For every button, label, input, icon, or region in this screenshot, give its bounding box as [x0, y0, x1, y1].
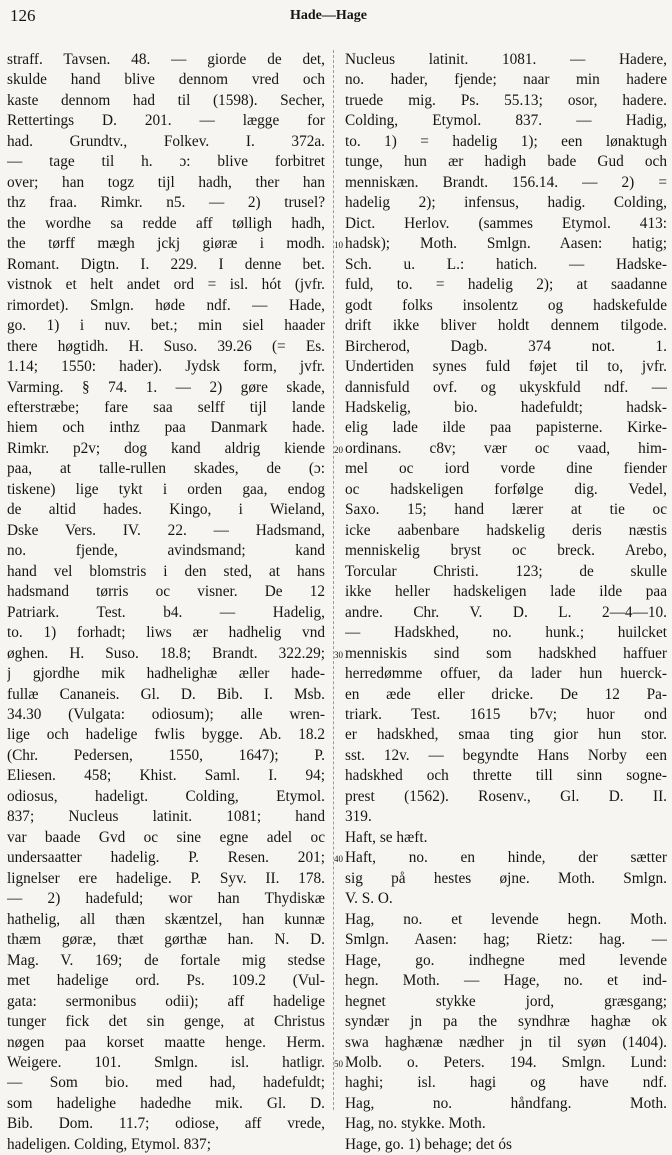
text-line: V. S. O. [345, 890, 393, 908]
text-line: hadskhed och thrette till sinn sogne- [345, 767, 667, 785]
text-line: var baade Gvd oc sine egne adel oc [7, 828, 325, 846]
text-line: Hag, no. stykke. Moth. [345, 1115, 486, 1133]
text-line: øghen. H. Suso. 18.8; Brandt. 322.29; [7, 644, 325, 662]
text-line: Romant. Digtn. I. 229. I denne bet. [7, 255, 325, 273]
text-line: 1.14; 1550: hader). Jydsk form, jvfr. [7, 358, 325, 376]
text-line: 319. [345, 808, 372, 826]
text-line: gata: sermonibus odii); aff hadelige [7, 992, 325, 1010]
text-line: hegn. Moth. — Hage, no. et ind- [345, 972, 667, 990]
right-column [345, 50, 667, 1155]
text-line: menniskelig bryst oc breck. Arebo, [345, 542, 667, 560]
text-line: dannisfuld ovf. og ukyskfuld ndf. — [345, 378, 667, 396]
text-line: Rettertings D. 201. — lægge for [7, 112, 325, 130]
text-line: 837; Nucleus latinit. 1081; hand [7, 808, 325, 826]
text-line: — Hadskhed, no. hunk.; huilcket [345, 624, 667, 642]
line-number: 20 [334, 444, 343, 455]
text-line: (Chr. Pedersen, 1550, 1647); P. [7, 746, 325, 764]
text-line: Molb. o. Peters. 194. Smlgn. Lund: [345, 1053, 667, 1071]
text-line: tunger fick det sin genge, at Christus [7, 1013, 325, 1031]
text-line: — tage til h. ɔ: blive forbitret [7, 153, 325, 171]
text-line: odiosus, hadeligt. Colding, Etymol. [7, 787, 325, 805]
text-line: undersaatter hadelig. P. Resen. 201; [7, 849, 325, 867]
line-number: 40 [334, 854, 343, 865]
text-line: had. Grundtv., Folkev. I. 372a. [7, 132, 325, 150]
text-line: Haft, se hæft. [345, 828, 428, 846]
text-line: haghi; isl. hagi og have ndf. [345, 1074, 667, 1092]
text-line: over; han togz tijl hadh, ther han [7, 173, 325, 191]
running-head: Hade—Hage [290, 8, 367, 23]
text-line: menniskis sind som hadskhed haffuer [345, 644, 667, 662]
text-line: syndær jn pa the syndhræ haghæ ok [345, 1013, 667, 1031]
text-line: hadelig 2); infensus, hadig. Colding, [345, 194, 667, 212]
text-line: triark. Test. 1615 b7v; huor ond [345, 706, 667, 723]
text-line: Bib. Dom. 11.7; odiose, aff vrede, [7, 1115, 325, 1133]
text-line: de altid hades. Kingo, i Wieland, [7, 501, 325, 519]
text-line: lignelser ere hadelige. P. Syv. II. 178. [7, 869, 325, 887]
text-line: elig lade ilde paa papisterne. Kirke- [345, 419, 667, 437]
text-line: thz fraa. Rimkr. n5. — 2) trusel? [7, 194, 325, 212]
text-line: Bircherod, Dagb. 374 not. 1. [345, 337, 667, 355]
text-line: go. 1) i nuv. bet.; min siel haader [7, 317, 325, 335]
text-line: drift ikke bliver holdt dennem tilgode. [345, 317, 667, 335]
text-line: Hage, go. indhegne med levende [345, 951, 667, 969]
text-line: Hag, no. et levende hegn. Moth. [345, 910, 667, 928]
text-line: Hadskelig, bio. hadefuldt; hadsk- [345, 398, 667, 416]
text-line: Nucleus latinit. 1081. — Hadere, [345, 51, 667, 68]
text-line: andre. Chr. V. D. L. 2—4—10. [345, 603, 667, 621]
text-line: Haft, no. en hinde, der sætter [345, 849, 667, 867]
text-line: mel oc iord vorde dine fiender [345, 460, 667, 478]
text-line: swa haghænæ nædher jn til syøn (1404). [345, 1033, 667, 1051]
text-line: no. fjende, avindsmand; kand [7, 542, 325, 560]
page-number: 126 [10, 6, 36, 25]
text-line: 34.30 (Vulgata: odiosum); alle wren- [7, 706, 325, 723]
text-line: the wordhe sa redde aff tølligh hadh, [7, 214, 325, 232]
text-line: there høgtidh. H. Suso. 39.26 (= Es. [7, 337, 325, 355]
text-line: met hadelige ord. Ps. 109.2 (Vul- [7, 972, 325, 990]
text-line: nøgen paa korset maatte henge. Herm. [7, 1033, 325, 1051]
text-line: Varming. § 74. 1. — 2) gøre skade, [7, 378, 325, 396]
text-line: icke aabenbare hadskelig deris næstis [345, 521, 667, 539]
text-line: hegnet stykke jord, græsgang; [345, 992, 667, 1010]
text-line: Smlgn. Aasen: hag; Rietz: hag. — [345, 931, 667, 949]
text-line: j gjordhe mik hadhelighæ æller hade- [7, 665, 325, 683]
text-line: skulde hand blive dennom vred och [7, 71, 325, 89]
text-line: menniskæn. Brandt. 156.14. — 2) = [345, 173, 667, 191]
text-line: rimordet). Smlgn. høde ndf. — Hade, [7, 296, 325, 314]
text-line: Eliesen. 458; Khist. Saml. I. 94; [7, 767, 325, 785]
text-line: hadsk); Moth. Smlgn. Aasen: hatig; [345, 235, 667, 253]
text-line: hand vel blomstris i den sted, at hans [7, 562, 325, 580]
text-line: prest (1562). Rosenv., Gl. D. II. [345, 787, 667, 805]
line-number: 50 [334, 1059, 343, 1070]
text-line: herredømme offuer, da lader hun huerck- [345, 665, 667, 683]
text-line: ordinans. c8v; vær oc vaad, him- [345, 439, 667, 457]
text-line: tunge, hun ær hadigh bade Gud och [345, 153, 667, 171]
text-line: — Som bio. med had, hadefuldt; [7, 1074, 325, 1092]
text-line: Weigere. 101. Smlgn. isl. hatligr. [7, 1053, 325, 1071]
text-line: Torcular Christi. 123; de skulle [345, 562, 667, 580]
text-line: paa, at talle-rullen skades, de (ɔ: [7, 460, 325, 478]
text-line: er hadskhed, smaa ting gior hun stor. [345, 726, 667, 744]
text-line: to. 1) forhadt; liws ær hadhelig vnd [7, 624, 325, 642]
text-line: Patriark. Test. b4. — Hadelig, [7, 603, 325, 621]
text-line: hadeligen. Colding, Etymol. 837; [7, 1135, 211, 1153]
text-line: sig på hestes øjne. Moth. Smlgn. [345, 869, 667, 887]
text-line: fullæ Cananeis. Gl. D. Bib. I. Msb. [7, 685, 325, 703]
text-line: Sch. u. L.: hatich. — Hadske- [345, 255, 667, 273]
text-line: hiem och inthz paa Danmark hade. [7, 419, 325, 437]
text-line: ikke heller hadskeligen lade ilde paa [345, 583, 667, 601]
text-line: thæm gøræ, thæt gørthæ han. N. D. [7, 931, 325, 949]
text-line: kaste dennom had til (1598). Secher, [7, 91, 325, 109]
text-line: straff. Tavsen. 48. — giorde de det, [7, 51, 325, 68]
text-line: Saxo. 15; hand lærer at tie oc [345, 501, 667, 519]
text-line: to. 1) = hadelig 1); een lønaktugh [345, 132, 667, 150]
text-line: Rimkr. p2v; dog kand aldrig kiende [7, 439, 325, 457]
text-line: som hadelighe hadedhe mik. Gl. D. [7, 1094, 325, 1112]
text-line: no. hader, fjende; naar min hadere [345, 71, 667, 89]
text-line: sst. 12v. — begyndte Hans Norby een [345, 746, 667, 764]
text-line: oc hadskeligen forfølge dig. Vedel, [345, 480, 667, 498]
text-line: en æde eller dricke. De 12 Pa- [345, 685, 667, 703]
text-line: godt folks insolentz og hadskefulde [345, 296, 667, 314]
text-line: Undertiden synes fuld føjet til to, jvfr. [345, 358, 667, 376]
text-line: lige och hadelige fwlis bygge. Ab. 18.2 [7, 726, 325, 744]
text-line: the tørff mægh jckj giøræ i modh. [7, 235, 325, 253]
text-line: Mag. V. 169; de fortale mig stedse [7, 951, 325, 969]
text-line: Dske Vers. IV. 22. — Hadsmand, [7, 521, 325, 539]
text-line: vistnok et helt andet ord = isl. hót (jvfr. [7, 276, 325, 294]
text-line: Hage, go. 1) behage; det ós [345, 1135, 512, 1153]
column-rule [333, 50, 334, 1110]
text-line: hadsmand tørris oc visner. De 12 [7, 583, 325, 601]
left-column [7, 50, 325, 1155]
text-line: hathelig, all thæn skæntzel, han kunnæ [7, 910, 325, 928]
text-line: tiskene) lige tykt i orden gaa, endog [7, 480, 325, 498]
text-line: fuld, to. = hadelig 2); at saadanne [345, 276, 667, 294]
line-number: 30 [334, 649, 343, 660]
text-line: Colding, Etymol. 837. — Hadig, [345, 112, 667, 130]
text-line: Hag, no. håndfang. Moth. [345, 1094, 667, 1112]
text-line: — 2) hadefuld; wor han Thydiskæ [7, 890, 325, 908]
text-line: Dict. Herlov. (sammes Etymol. 413: [345, 214, 667, 232]
text-line: efterstræbe; fare saa selff tijl lande [7, 398, 325, 416]
line-number: 10 [334, 240, 343, 251]
text-line: truede mig. Ps. 55.13; osor, hadere. [345, 91, 667, 109]
